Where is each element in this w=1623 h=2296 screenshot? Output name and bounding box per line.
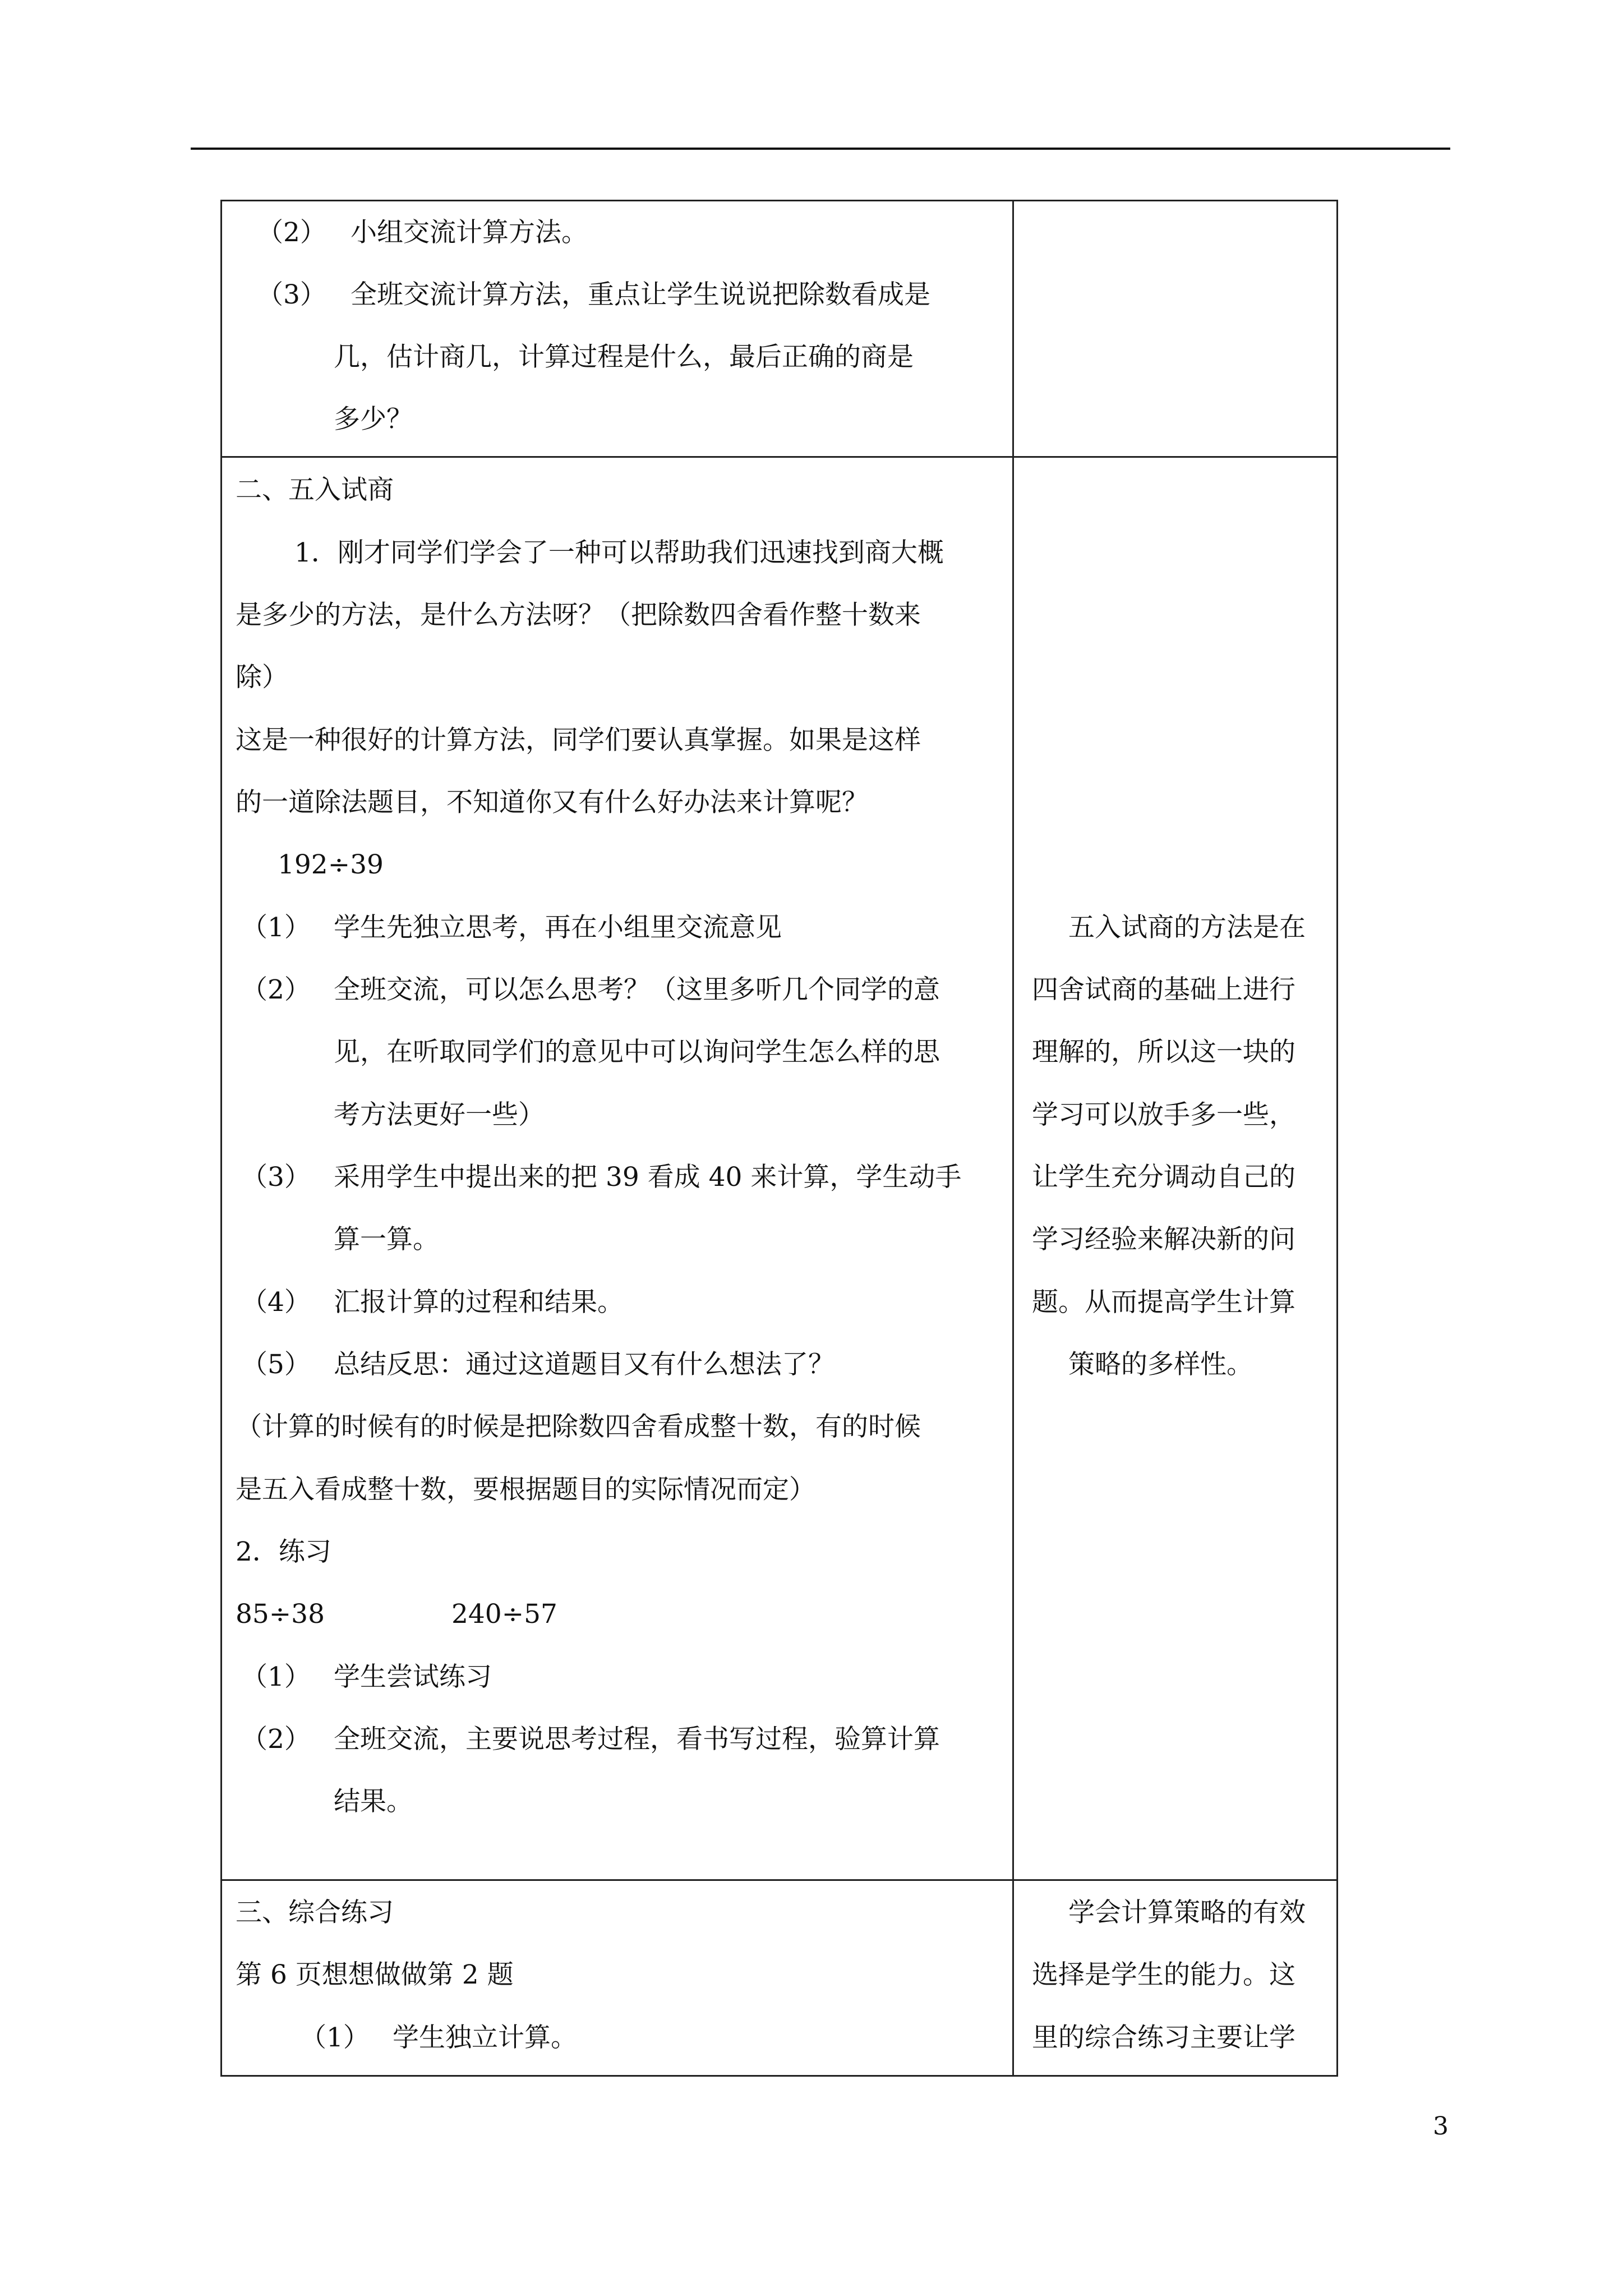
paragraph-line: 1．刚才同学们学会了一种可以帮助我们迅速找到商大概 (294, 537, 944, 568)
paragraph-line: 是多少的方法，是什么方法呀？（把除数四舍看作整十数来 (236, 600, 921, 631)
item-number: （5） (241, 1349, 311, 1380)
note-line: 理解的，所以这一块的 (1032, 1037, 1295, 1068)
note-line: 学习经验来解决新的问 (1032, 1224, 1295, 1255)
item-number: （1） (241, 1662, 311, 1692)
division-expression: 240÷57 (451, 1599, 557, 1630)
division-expression: 192÷39 (278, 849, 384, 880)
paragraph-line: 这是一种很好的计算方法，同学们要认真掌握。如果是这样 (236, 725, 921, 756)
item-number: （3） (257, 279, 326, 310)
row-divider (220, 456, 1338, 458)
item-text: 学生先独立思考，再在小组里交流意见 (334, 912, 782, 943)
item-text: 学生尝试练习 (334, 1662, 492, 1692)
paragraph-line: 是五入看成整十数，要根据题目的实际情况而定） (236, 1474, 815, 1505)
note-line: 四舍试商的基础上进行 (1032, 974, 1295, 1005)
item-number: （3） (241, 1162, 311, 1193)
practice-heading: 2．练习 (236, 1536, 331, 1567)
paragraph-line: （计算的时候有的时候是把除数四舍看成整十数，有的时候 (236, 1411, 921, 1442)
item-number: （1） (241, 912, 311, 943)
item-text: 学生独立计算。 (393, 2022, 577, 2053)
item-text: 全班交流，主要说思考过程，看书写过程，验算计算 (334, 1724, 940, 1755)
item-text: 采用学生中提出来的把 39 看成 40 来计算，学生动手 (334, 1162, 962, 1193)
item-text: 全班交流计算方法，重点让学生说说把除数看成是 (351, 279, 930, 310)
section-heading: 二、五入试商 (236, 475, 394, 505)
item-text: 全班交流，可以怎么思考？（这里多听几个同学的意 (334, 974, 940, 1005)
item-number: （4） (241, 1287, 311, 1318)
row-divider (220, 1879, 1338, 1881)
note-line: 学会计算策略的有效 (1068, 1897, 1306, 1928)
note-line: 选择是学生的能力。这 (1032, 1959, 1295, 1990)
section-heading: 三、综合练习 (236, 1897, 394, 1928)
item-text: 多少？ (334, 404, 413, 435)
item-text: 结果。 (334, 1786, 413, 1817)
item-number: （2） (241, 1724, 311, 1755)
item-text: 算一算。 (334, 1224, 439, 1255)
item-text: 考方法更好一些） (334, 1099, 545, 1130)
note-line: 学习可以放手多一些， (1032, 1099, 1295, 1130)
item-text: 总结反思：通过这道题目又有什么想法了？ (334, 1349, 834, 1380)
item-text: 小组交流计算方法。 (351, 217, 588, 248)
item-text: 几，估计商几，计算过程是什么，最后正确的商是 (334, 342, 914, 372)
task-line: 第 6 页想想做做第 2 题 (236, 1959, 514, 1990)
header-rule (191, 148, 1450, 150)
note-line: 里的综合练习主要让学 (1032, 2022, 1295, 2053)
note-line: 五入试商的方法是在 (1068, 912, 1306, 943)
column-divider (1012, 200, 1014, 2077)
item-text: 汇报计算的过程和结果。 (334, 1287, 624, 1318)
division-expression: 85÷38 (236, 1599, 325, 1630)
note-line: 策略的多样性。 (1068, 1349, 1253, 1380)
item-number: （1） (300, 2022, 370, 2053)
paragraph-line: 的一道除法题目，不知道你又有什么好办法来计算呢？ (236, 787, 868, 818)
note-line: 让学生充分调动自己的 (1032, 1162, 1295, 1193)
page-number: 3 (1433, 2112, 1449, 2141)
paragraph-line: 除） (236, 662, 288, 693)
item-number: （2） (241, 974, 311, 1005)
item-text: 见，在听取同学们的意见中可以询问学生怎么样的思 (334, 1037, 940, 1068)
item-number: （2） (257, 217, 326, 248)
note-line: 题。从而提高学生计算 (1032, 1287, 1295, 1318)
